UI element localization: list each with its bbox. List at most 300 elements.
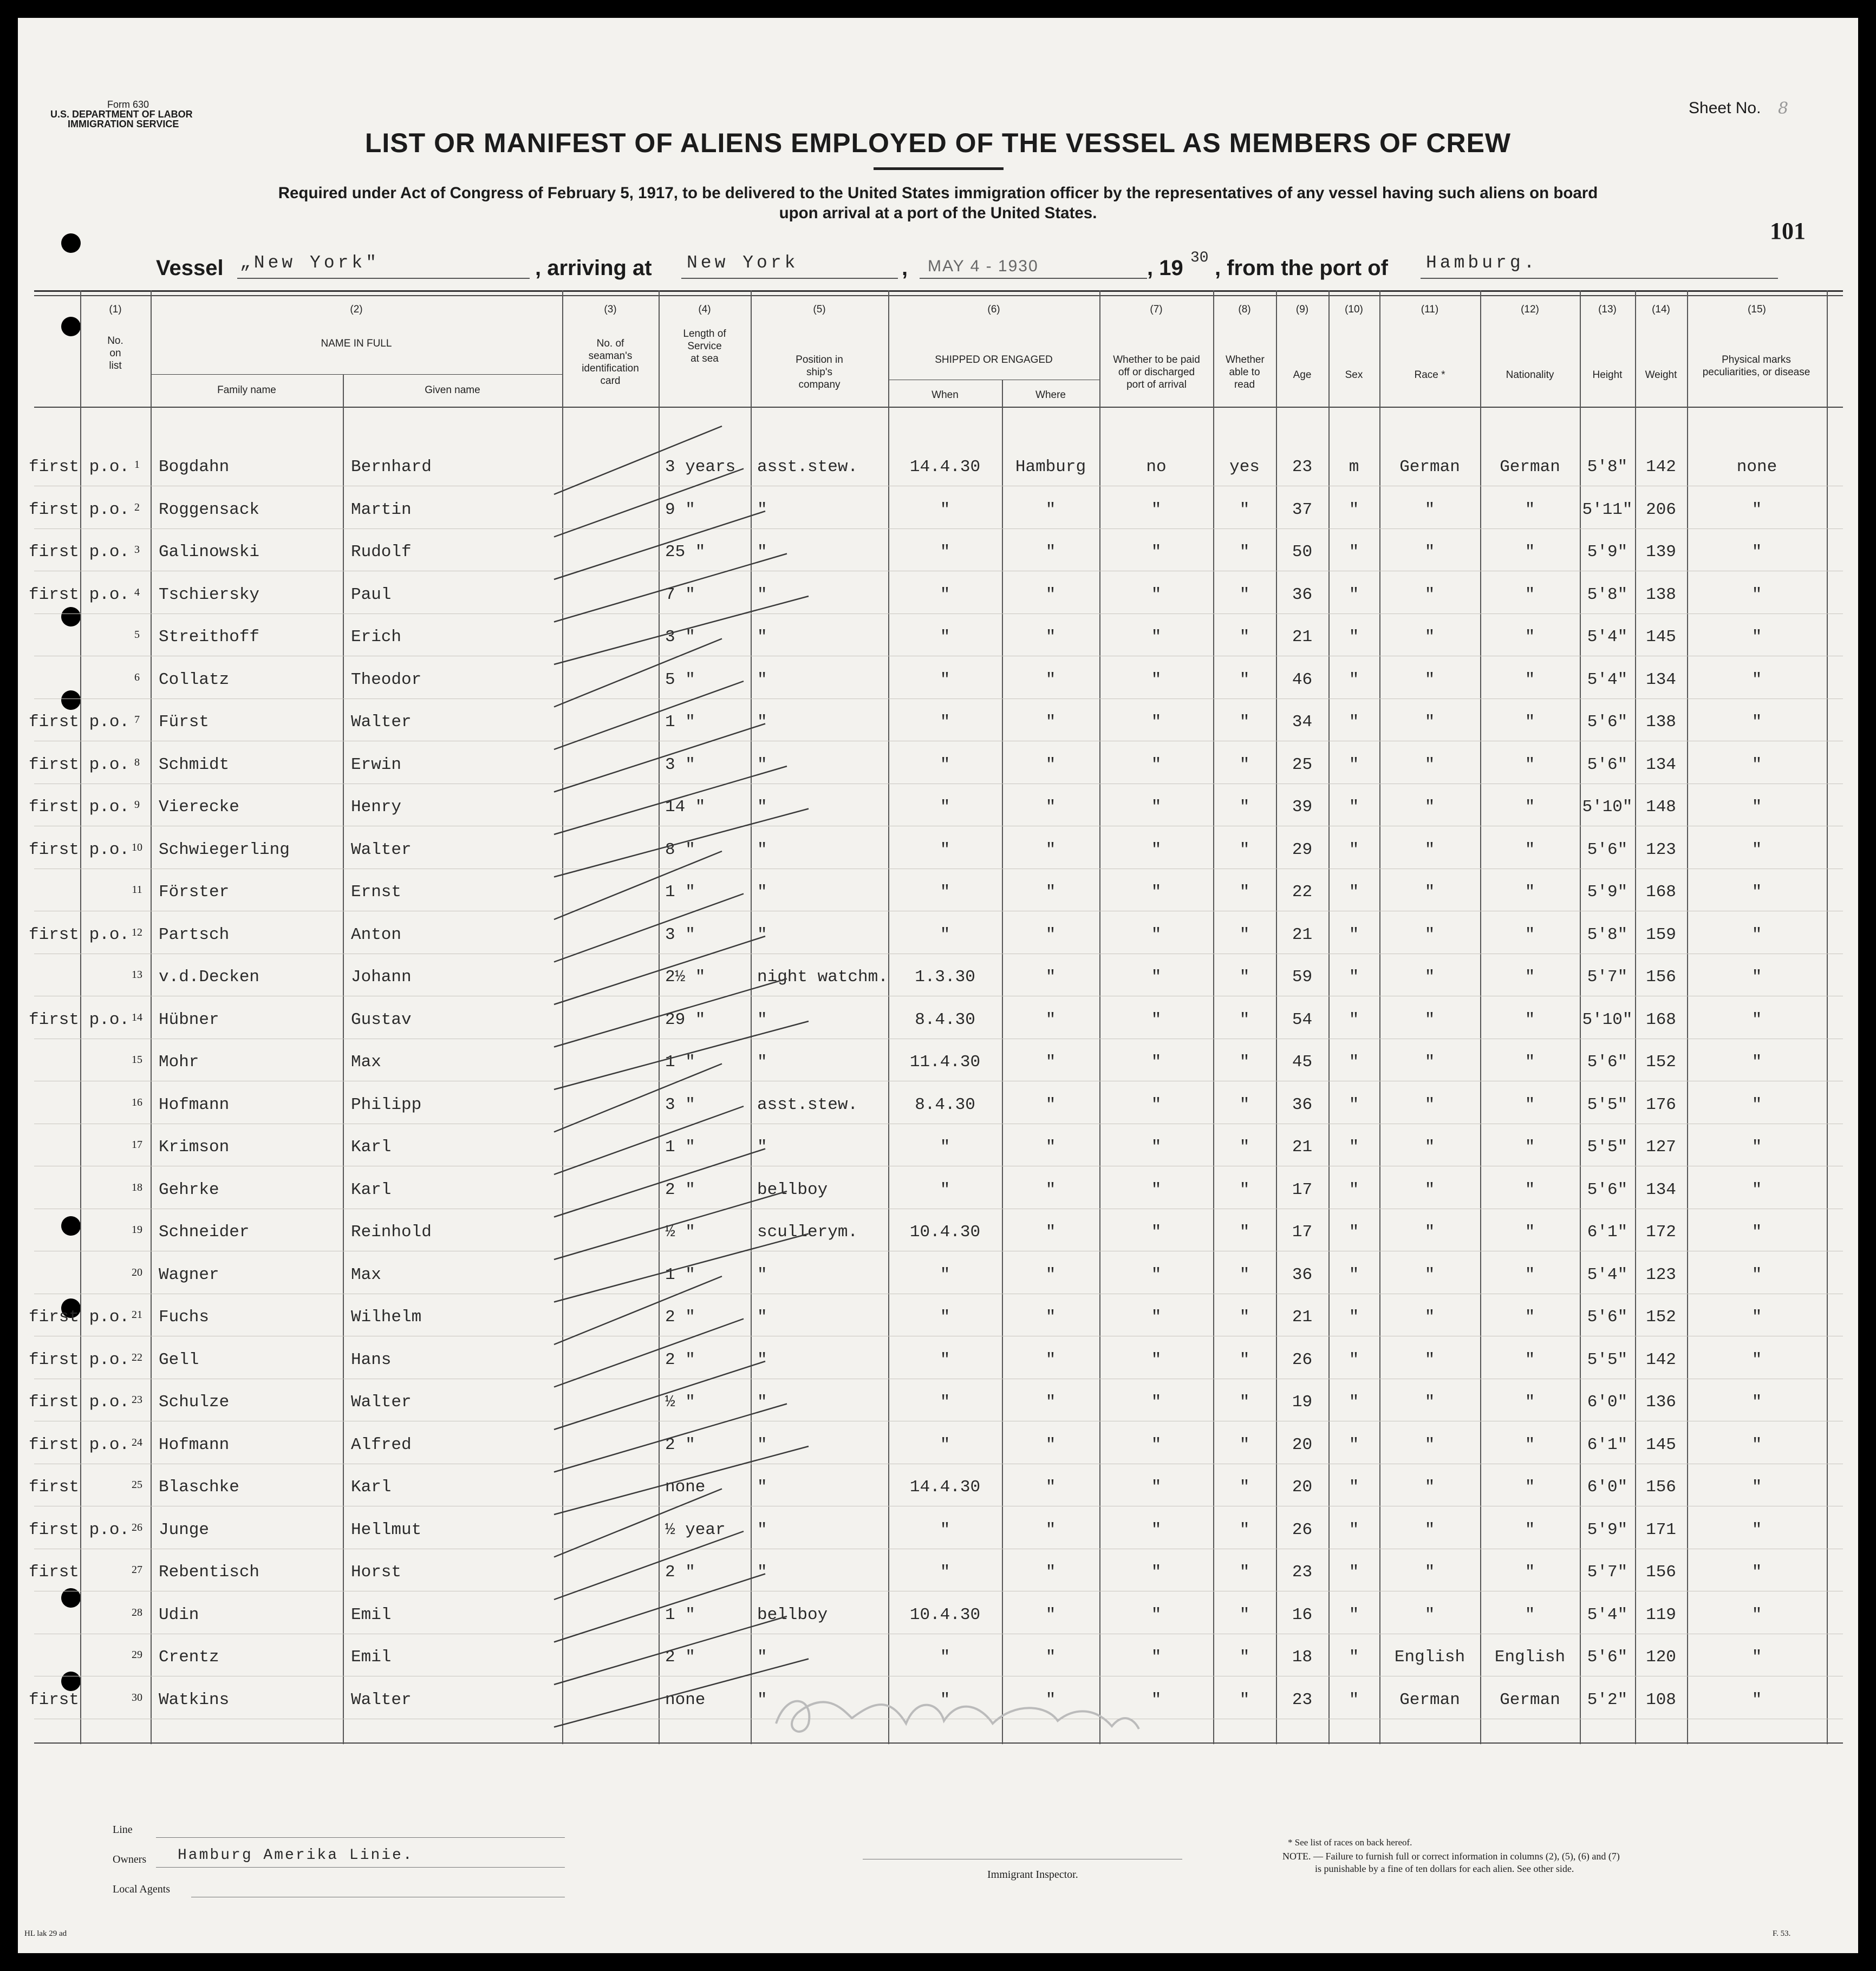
sex-cell: " [1349,798,1359,817]
service-cell: 3 " [665,1095,695,1114]
form-number: Form 630 [107,99,149,110]
race-cell: " [1424,1053,1435,1072]
age-cell: 54 [1292,1010,1313,1029]
race-cell: German [1399,458,1460,477]
height-cell: 5'6" [1587,1648,1628,1667]
weight-cell: 139 [1646,543,1676,562]
paid-off-cell: " [1151,1478,1162,1497]
sheet-label: Sheet No. [1689,99,1761,117]
nationality-cell: " [1525,628,1535,647]
able-to-read-cell: " [1239,1010,1250,1029]
able-to-read-cell: " [1239,1223,1250,1242]
col12-num: (12) [1521,304,1539,315]
service-cell: 2 " [665,1435,695,1454]
shipped-when-cell: 10.4.30 [909,1223,981,1242]
family-name-cell: Hübner [159,1010,219,1029]
weight-cell: 206 [1646,500,1676,519]
arriving-label: , arriving at [535,256,652,280]
check-stroke [554,1446,809,1515]
row-prefix-cell: first p.o. [29,925,130,944]
weight-cell: 123 [1646,840,1676,859]
nationality-cell: " [1525,1478,1535,1497]
row-number-cell: 10 [132,841,142,853]
nationality-cell: German [1500,458,1560,477]
height-cell: 5'4" [1587,1265,1628,1284]
sex-cell: " [1349,968,1359,987]
row-number-cell: 23 [132,1394,142,1406]
weight-cell: 159 [1646,925,1676,944]
nationality-cell: " [1525,1605,1535,1624]
service-cell: 2 " [665,1648,695,1667]
paid-off-cell: " [1151,543,1162,562]
physical-marks-cell: " [1751,1478,1762,1497]
age-cell: 39 [1292,798,1313,817]
note-races: * See list of races on back hereof. [1288,1837,1412,1848]
year-prefix: , 19 [1147,256,1183,280]
sex-cell: " [1349,628,1359,647]
nationality-cell: " [1525,1435,1535,1454]
race-cell: " [1424,1180,1435,1199]
nationality-cell: " [1525,798,1535,817]
paid-off-cell: " [1151,883,1162,902]
check-stroke [554,1021,809,1089]
physical-marks-cell: " [1751,1605,1762,1624]
shipped-where-cell: " [1045,1223,1056,1242]
race-cell: " [1424,1138,1435,1157]
shipped-when-cell: " [940,713,950,732]
height-cell: 5'9" [1587,883,1628,902]
physical-marks-cell: " [1751,1435,1762,1454]
nationality-cell: German [1500,1690,1560,1709]
family-name-cell: Schulze [159,1393,230,1412]
height-cell: 6'1" [1587,1223,1628,1242]
height-cell: 5'6" [1587,1180,1628,1199]
family-name-cell: Tschiersky [159,585,260,604]
row-number-cell: 2 [134,501,140,513]
given-name-cell: Wilhelm [351,1308,422,1327]
given-name-cell: Bernhard [351,458,432,477]
weight-cell: 145 [1646,628,1676,647]
owners-underline [156,1867,565,1868]
weight-cell: 134 [1646,1180,1676,1199]
physical-marks-cell: " [1751,543,1762,562]
weight-cell: 123 [1646,1265,1676,1284]
position-cell: " [757,585,767,604]
shipped-when-cell: 8.4.30 [915,1095,975,1114]
shipped-where-cell: Hamburg [1015,458,1086,477]
nationality-cell: " [1525,670,1535,689]
position-cell: " [757,628,767,647]
shipped-when-cell: " [940,670,950,689]
col10-num: (10) [1345,304,1363,315]
weight-cell: 138 [1646,585,1676,604]
given-name-cell: Reinhold [351,1223,432,1242]
age-cell: 26 [1292,1520,1313,1539]
given-name-cell: Erich [351,628,402,647]
sex-cell: " [1349,1605,1359,1624]
family-name-cell: Watkins [159,1690,230,1709]
given-name-cell: Anton [351,925,402,944]
pen-marks [18,18,1858,1953]
service-cell: 3 " [665,628,695,647]
paid-off-cell: " [1151,1520,1162,1539]
shipped-where-cell: " [1045,1053,1056,1072]
age-cell: 34 [1292,713,1313,732]
shipped-where-cell: " [1045,713,1056,732]
check-stroke [554,639,722,707]
from-label: , from the port of [1215,256,1388,280]
able-to-read-cell: " [1239,543,1250,562]
col2-family-header: Family name [217,384,276,396]
family-name-cell: Blaschke [159,1478,239,1497]
age-cell: 45 [1292,1053,1313,1072]
family-name-cell: Partsch [159,925,230,944]
service-cell: 1 " [665,1605,695,1624]
physical-marks-cell: " [1751,1180,1762,1199]
shipped-when-cell: " [940,1138,950,1157]
sex-cell: " [1349,840,1359,859]
race-cell: " [1424,840,1435,859]
col1-num: (1) [109,304,122,315]
check-stroke [554,1276,722,1345]
shipped-when-cell: " [940,1690,950,1709]
shipped-when-cell: " [940,925,950,944]
sex-cell: " [1349,1563,1359,1582]
sex-cell: " [1349,1350,1359,1369]
paid-off-cell: " [1151,1053,1162,1072]
height-cell: 5'6" [1587,1308,1628,1327]
row-prefix-cell: first p.o. [29,1350,130,1369]
shipped-where-cell: " [1045,1180,1056,1199]
age-cell: 37 [1292,500,1313,519]
weight-cell: 156 [1646,1478,1676,1497]
shipped-where-cell: " [1045,1350,1056,1369]
weight-cell: 152 [1646,1053,1676,1072]
able-to-read-cell: " [1239,1138,1250,1157]
sex-cell: " [1349,1138,1359,1157]
height-cell: 5'8" [1587,458,1628,477]
physical-marks-cell: " [1751,968,1762,987]
sex-cell: " [1349,1690,1359,1709]
position-cell: " [757,1053,767,1072]
height-cell: 5'6" [1587,755,1628,774]
family-name-cell: Krimson [159,1138,230,1157]
paid-off-cell: " [1151,755,1162,774]
family-name-cell: v.d.Decken [159,968,260,987]
col3-num: (3) [604,304,617,315]
row-number-cell: 7 [134,714,140,726]
row-number-cell: 28 [132,1606,142,1618]
shipped-when-cell: 11.4.30 [909,1053,981,1072]
family-name-cell: Schwiegerling [159,840,290,859]
able-to-read-cell: " [1239,1648,1250,1667]
nationality-cell: " [1525,1520,1535,1539]
physical-marks-cell: " [1751,1520,1762,1539]
height-cell: 5'10" [1582,1010,1633,1029]
position-cell: night watchm. [757,968,888,987]
family-name-cell: Crentz [159,1648,219,1667]
able-to-read-cell: " [1239,713,1250,732]
paid-off-cell: " [1151,1563,1162,1582]
col2-header: NAME IN FULL [321,338,392,349]
physical-marks-cell: " [1751,925,1762,944]
row-number-cell: 8 [134,756,140,768]
position-cell: " [757,925,767,944]
shipped-when-cell: 14.4.30 [909,1478,981,1497]
given-name-cell: Erwin [351,755,402,774]
weight-cell: 120 [1646,1648,1676,1667]
able-to-read-cell: " [1239,1053,1250,1072]
nationality-cell: " [1525,713,1535,732]
sex-cell: m [1349,458,1359,477]
vessel-name: „New York" [240,253,380,273]
paid-off-cell: " [1151,1308,1162,1327]
nationality-cell: " [1525,1393,1535,1412]
check-stroke [554,596,809,664]
line-underline [156,1837,565,1838]
given-name-cell: Emil [351,1605,392,1624]
position-cell: " [757,1690,767,1709]
family-name-cell: Mohr [159,1053,199,1072]
shipped-when-cell: " [940,1350,950,1369]
race-cell: " [1424,1393,1435,1412]
shipped-when-cell: " [940,1563,950,1582]
position-cell: " [757,798,767,817]
height-cell: 5'8" [1587,585,1628,604]
family-name-cell: Fürst [159,713,210,732]
sex-cell: " [1349,1648,1359,1667]
col10-header: Sex [1345,369,1363,381]
check-stroke [554,426,722,494]
nationality-cell: " [1525,500,1535,519]
col6-where-header: Where [1035,389,1066,401]
shipped-when-cell: " [940,1265,950,1284]
weight-cell: 152 [1646,1308,1676,1327]
able-to-read-cell: " [1239,1350,1250,1369]
age-cell: 36 [1292,1265,1313,1284]
sex-cell: " [1349,1478,1359,1497]
shipped-where-cell: " [1045,1563,1056,1582]
physical-marks-cell: " [1751,628,1762,647]
family-name-cell: Schneider [159,1223,250,1242]
position-cell: " [757,1393,767,1412]
shipped-where-cell: " [1045,883,1056,902]
sex-cell: " [1349,883,1359,902]
row-number-cell: 22 [132,1351,142,1363]
able-to-read-cell: " [1239,1435,1250,1454]
able-to-read-cell: " [1239,628,1250,647]
shipped-where-cell: " [1045,628,1056,647]
physical-marks-cell: " [1751,1053,1762,1072]
able-to-read-cell: " [1239,500,1250,519]
age-cell: 18 [1292,1648,1313,1667]
row-number-cell: 26 [132,1521,142,1533]
physical-marks-cell: " [1751,798,1762,817]
physical-marks-cell: " [1751,1393,1762,1412]
given-name-cell: Gustav [351,1010,412,1029]
given-name-cell: Max [351,1053,381,1072]
position-cell: " [757,1350,767,1369]
able-to-read-cell: " [1239,1563,1250,1582]
shipped-where-cell: " [1045,1138,1056,1157]
service-cell: 1 " [665,1053,695,1072]
nationality-cell: " [1525,1563,1535,1582]
race-cell: " [1424,1435,1435,1454]
row-prefix-cell: first p.o. [29,1520,130,1539]
row-prefix-cell: first p.o. [29,543,130,562]
shipped-when-cell: " [940,1520,950,1539]
year-suffix: 30 [1190,250,1209,266]
position-cell: " [757,755,767,774]
check-stroke [554,851,722,919]
weight-cell: 119 [1646,1605,1676,1624]
able-to-read-cell: " [1239,1520,1250,1539]
age-cell: 36 [1292,1095,1313,1114]
row-prefix-cell: first p.o. [29,500,130,519]
shipped-when-cell: " [940,755,950,774]
col2-num: (2) [350,304,363,315]
position-cell: " [757,670,767,689]
age-cell: 36 [1292,585,1313,604]
col9-header: Age [1293,369,1312,381]
race-cell: " [1424,1350,1435,1369]
row-prefix-cell: first p.o. [29,1308,130,1327]
position-cell: " [757,1563,767,1582]
nationality-cell: " [1525,1053,1535,1072]
physical-marks-cell: " [1751,1095,1762,1114]
shipped-where-cell: " [1045,1520,1056,1539]
col1-header: No. on list [107,335,123,371]
check-stroke [554,1064,722,1132]
department-line: U.S. DEPARTMENT OF LABOR [50,109,193,120]
service-cell: 1 " [665,1265,695,1284]
position-cell: " [757,543,767,562]
family-name-cell: Vierecke [159,798,239,817]
sex-cell: " [1349,500,1359,519]
row-prefix-cell: first [29,1690,80,1709]
physical-marks-cell: none [1736,458,1777,477]
given-name-cell: Paul [351,585,392,604]
shipped-where-cell: " [1045,1010,1056,1029]
family-name-cell: Bogdahn [159,458,230,477]
service-cell: none [665,1478,706,1497]
paid-off-cell: " [1151,1010,1162,1029]
physical-marks-cell: " [1751,500,1762,519]
col13-num: (13) [1598,304,1617,315]
height-cell: 6'0" [1587,1393,1628,1412]
position-cell: scullerym. [757,1223,858,1242]
shipped-where-cell: " [1045,670,1056,689]
shipped-when-cell: " [940,543,950,562]
paid-off-cell: no [1146,458,1167,477]
height-cell: 5'7" [1587,1563,1628,1582]
date-stamp: MAY 4 - 1930 [928,257,1039,275]
shipped-when-cell: " [940,500,950,519]
age-cell: 23 [1292,1690,1313,1709]
physical-marks-cell: " [1751,1265,1762,1284]
bottom-left-code: HL lak 29 ad [24,1929,67,1938]
col9-num: (9) [1295,304,1309,315]
family-name-cell: Gell [159,1350,199,1369]
col15-header: Physical marks peculiarities, or disease [1702,354,1810,378]
weight-cell: 142 [1646,1350,1676,1369]
col11-header: Race * [1414,369,1445,381]
nationality-cell: " [1525,925,1535,944]
position-cell: " [757,500,767,519]
weight-cell: 127 [1646,1138,1676,1157]
paid-off-cell: " [1151,713,1162,732]
nationality-cell: " [1525,543,1535,562]
race-cell: " [1424,500,1435,519]
col11-num: (11) [1421,304,1439,315]
given-name-cell: Ernst [351,883,402,902]
physical-marks-cell: " [1751,1563,1762,1582]
col2-given-header: Given name [425,384,480,396]
family-name-cell: Udin [159,1605,199,1624]
row-number-cell: 5 [134,629,140,641]
row-prefix-cell: first p.o. [29,1393,130,1412]
race-cell: English [1394,1648,1465,1667]
race-cell: " [1424,1223,1435,1242]
race-cell: " [1424,925,1435,944]
position-cell: asst.stew. [757,1095,858,1114]
col12-header: Nationality [1506,369,1554,381]
check-stroke [554,1489,722,1557]
able-to-read-cell: " [1239,1393,1250,1412]
paid-off-cell: " [1151,1690,1162,1709]
age-cell: 20 [1292,1478,1313,1497]
age-cell: 23 [1292,1563,1313,1582]
able-to-read-cell: " [1239,1605,1250,1624]
height-cell: 5'4" [1587,628,1628,647]
service-cell: 3 " [665,925,695,944]
able-to-read-cell: " [1239,670,1250,689]
nationality-cell: English [1494,1648,1566,1667]
able-to-read-cell: " [1239,1478,1250,1497]
row-prefix-cell: first p.o. [29,840,130,859]
physical-marks-cell: " [1751,1648,1762,1667]
shipped-when-cell: " [940,1308,950,1327]
weight-cell: 108 [1646,1690,1676,1709]
owners-value: Hamburg Amerika Linie. [178,1847,414,1864]
service-cell: 29 " [665,1010,706,1029]
age-cell: 21 [1292,925,1313,944]
paid-off-cell: " [1151,585,1162,604]
height-cell: 5'6" [1587,713,1628,732]
shipped-when-cell: 10.4.30 [909,1605,981,1624]
physical-marks-cell: " [1751,713,1762,732]
race-cell: " [1424,1520,1435,1539]
service-cell: 2½ " [665,968,706,987]
given-name-cell: Theodor [351,670,422,689]
able-to-read-cell: " [1239,1265,1250,1284]
row-prefix-cell: first [29,1563,80,1582]
family-name-cell: Gehrke [159,1180,219,1199]
given-name-cell: Hellmut [351,1520,422,1539]
shipped-where-cell: " [1045,840,1056,859]
age-cell: 22 [1292,883,1313,902]
row-number-cell: 11 [132,884,142,896]
service-cell: 7 " [665,585,695,604]
shipped-when-cell: " [940,1180,950,1199]
paid-off-cell: " [1151,1393,1162,1412]
paid-off-cell: " [1151,1648,1162,1667]
family-name-cell: Collatz [159,670,230,689]
able-to-read-cell: " [1239,1180,1250,1199]
shipped-when-cell: 1.3.30 [915,968,975,987]
race-cell: " [1424,543,1435,562]
row-number-cell: 21 [132,1309,142,1321]
